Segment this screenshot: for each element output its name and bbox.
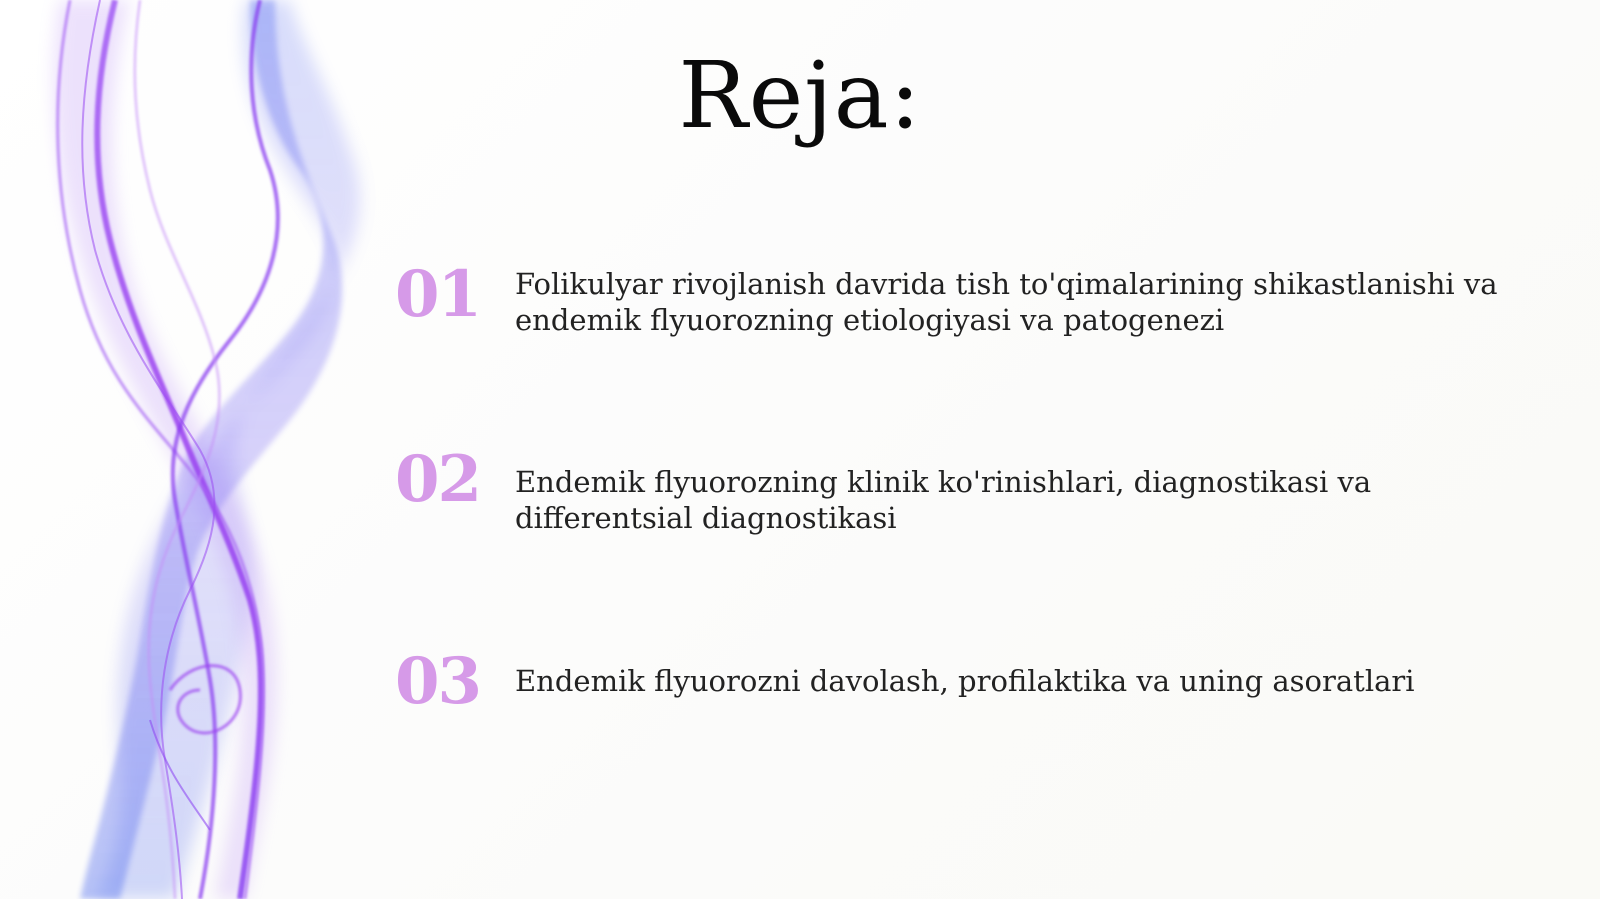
plan-item-number: 02 xyxy=(395,442,481,517)
plan-item-text: Endemik flyuorozni davolash, profilaktika va uning asoratlari xyxy=(515,664,1415,698)
plan-item-number: 03 xyxy=(395,644,481,719)
plan-item-number: 01 xyxy=(395,257,481,332)
slide-title xyxy=(0,42,1600,149)
plan-item-03 xyxy=(395,644,1515,719)
plan-item-02 xyxy=(395,442,1515,536)
plan-item-text: Folikulyar rivojlanish davrida tish to'qimalarining shikastlanishi va endemik flyuorozning etiologiyasi va patogenezi xyxy=(515,267,1498,337)
plan-item-01 xyxy=(395,257,1515,338)
plan-item-text: Endemik flyuorozning klinik ko'rinishlari, diagnostikasi va differentsial diagnostikasi xyxy=(515,465,1372,535)
slide-title-text: Reja: xyxy=(678,42,922,149)
